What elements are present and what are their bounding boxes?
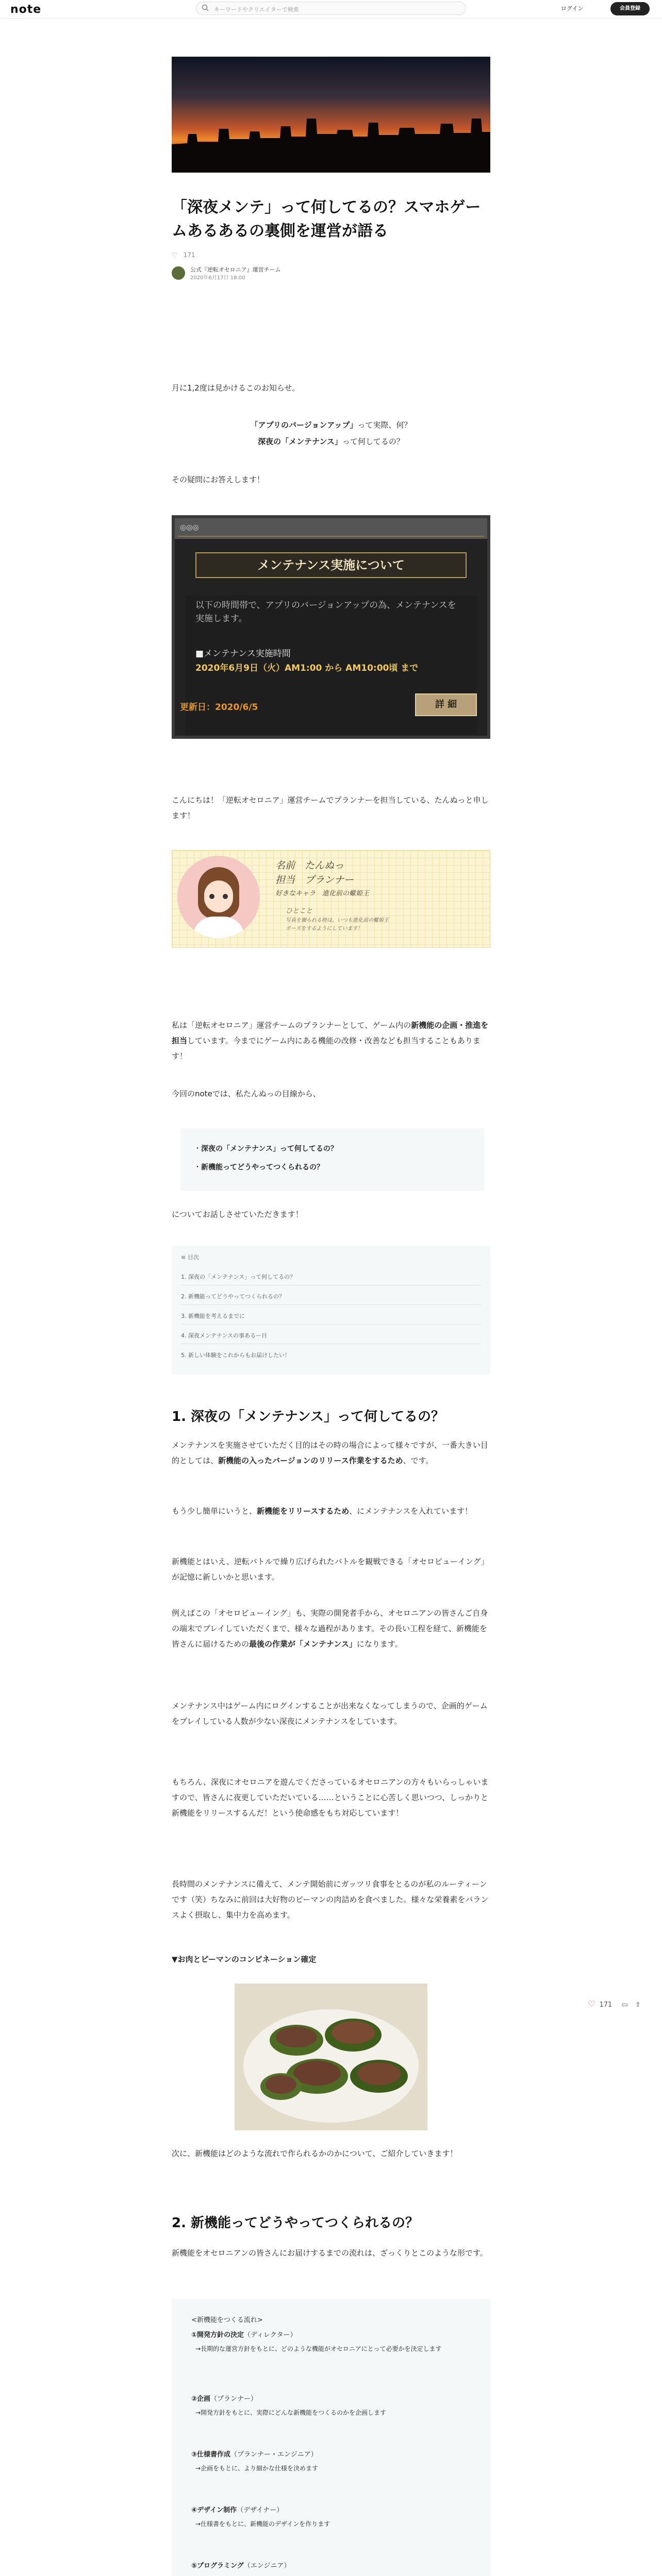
section-2-heading: 2. 新機能ってどうやってつくられるの？ (172, 2215, 419, 2231)
author-date: 2020年6月17日 18:00 (190, 275, 245, 281)
notice-detail-button: 詳 細 (415, 693, 477, 716)
flow-box (172, 2299, 490, 2576)
toc-item[interactable]: 3. 新機能を考えるまでに (181, 1312, 481, 1325)
list-item: ・深夜の「メンテナンス」って何してるの？ (194, 1145, 338, 1153)
flow-step: ⑤プログラミング（エンジニア） (191, 2562, 291, 2570)
author-info (172, 265, 490, 281)
section-1-paragraph: 長時間のメンテナンスに備えて、メンテ開始前にガッツリ食事をとるのが私のルーティーンです（笑）ちなみに前回は大好物のピーマンの肉詰めを食べました。様々な栄養素をバランスよく摂取し、集中力を高めます。 (172, 1879, 489, 1920)
food-photo (235, 1984, 427, 2130)
section-2-paragraph: 新機能をオセロニアンの皆さんにお届けするまでの流れは、ざっくりとこのような形です。 (172, 2248, 488, 2258)
card-comment-title: ひとこと (286, 907, 313, 915)
toc-item[interactable]: 5. 新しい体験をこれからもお届けしたい！ (181, 1352, 290, 1359)
hero-image (172, 57, 490, 173)
toc-title[interactable]: ≡ 目次 (181, 1254, 199, 1261)
toc-item[interactable]: 2. 新機能ってどうやってつくられるの？ (181, 1292, 481, 1305)
intro-text: についてお話しさせていただきます！ (172, 1210, 303, 1219)
section-1-paragraph: 次に、新機能はどのような流れで作られるかのかについて、ご紹介していきます！ (172, 2149, 458, 2158)
flow-step: ④デザイン制作（デザイナー） →仕様書をもとに、新機能のデザインを作ります (191, 2506, 330, 2528)
header (0, 0, 662, 19)
section-1-heading: 1. 深夜の「メンテナンス」って何してるの？ (172, 1409, 444, 1425)
intro-quote-2: 深夜の「メンテナンス」って何してるの？ (258, 437, 404, 446)
intro-quote-1: 「アプリのバージョンアップ」って実際、何？ (250, 420, 412, 430)
table-of-contents (172, 1246, 490, 1375)
heart-icon[interactable]: ♡ (588, 1999, 595, 2009)
login-link[interactable]: ログイン (561, 5, 584, 12)
like-count[interactable]: ♡ 171 (172, 251, 195, 259)
profile-avatar (177, 856, 260, 938)
side-like-count: 171 (599, 2001, 613, 2009)
intro-paragraph: 私は「逆転オセロニア」運営チームのプランナーとして、ゲーム内の新機能の企画・推進を担当しています。今までにゲーム内にある機能の改修・改善なども担当することもあります！ (172, 1021, 489, 1061)
maintenance-notice-image: ◎◎◎ メンテナンス実施について 以下の時間帯で、アプリのバージョンアップの為、メンテナンスを実施します。 ■メンテナンス実施時間 2020年6月9日（火）AM1:00 から AM10:00頃 まで 更新日：2020/6/5 詳 細 (172, 515, 490, 739)
author-avatar[interactable] (172, 266, 185, 280)
comment-icon[interactable]: ▭ (621, 2001, 628, 2009)
photo-caption: ▼お肉とピーマンのコンビネーション確定 (172, 1955, 317, 1964)
notice-time: 2020年6月9日（火）AM1:00 から AM10:00頃 まで (195, 663, 419, 673)
toc-item[interactable]: 1. 深夜の「メンテナンス」って何してるの？ (181, 1273, 481, 1285)
card-role: 担当 プランナー (275, 874, 354, 886)
author-name[interactable]: 公式『逆転オセロニア』運営チーム (190, 266, 281, 273)
greeting: こんにちは！「逆転オセロニア」運営チームでプランナーを担当している、たんぬっと申します！ (172, 795, 489, 820)
intro-text: 今回のnoteでは、私たんぬっの目線から、 (172, 1089, 321, 1098)
card-name: 名前 たんぬっ (275, 860, 344, 871)
notice-updated: 更新日：2020/6/5 (180, 702, 258, 713)
notice-heading: ■メンテナンス実施時間 (195, 649, 291, 659)
note-logo[interactable]: note (10, 3, 42, 16)
highlight-box (180, 1128, 485, 1191)
list-item: ・新機能ってどうやってつくられるの？ (194, 1163, 324, 1172)
profile-card-image (172, 850, 490, 948)
card-fav: 好きなキャラ 進化前の蠍姫王 (275, 890, 370, 897)
flow-title: <新機能をつくる流れ> (191, 2316, 263, 2324)
list-icon: ≡ (181, 1254, 188, 1261)
section-1-paragraph: 例えばこの「オセロビューイング」も、実際の開発者手から、オセロニアンの皆さんご自身の端末でプレイしていただくまで、様々な過程があります。その長い工程を経て、新機能を皆さんに届けるための最後の作業が「メンテナンス」になります。 (172, 1608, 488, 1649)
flow-step: ①開発方針の決定（ディレクター） →長期的な運営方針をもとに、どのような機能がオセロニアにとって必要かを決定します (191, 2331, 442, 2352)
intro-text: その疑問にお答えします！ (172, 475, 265, 484)
intro-text: 月に1,2度は見かけるこのお知らせ。 (172, 383, 300, 393)
heart-icon[interactable]: ♡ (172, 251, 177, 259)
card-comment: 写真を撮られる時は、いつも進化前の蠍姫王ポーズをするようにしています！ (286, 918, 389, 931)
toc-item[interactable]: 4. 深夜メンテナンスの事あるー日 (181, 1331, 481, 1344)
search-icon (202, 4, 209, 11)
section-1-paragraph: メンテナンス中はゲーム内にログインすることが出来なくなってしまうので、企画的ゲームをプレイしている人数が少ない深夜にメンテナンスをしています。 (172, 1701, 488, 1726)
search-input[interactable] (196, 2, 466, 15)
share-icon[interactable]: ⇪ (635, 2001, 641, 2009)
notice-body: 以下の時間帯で、アプリのバージョンアップの為、メンテナンスを実施します。 (195, 600, 456, 624)
flow-step: ③仕様書作成（プランナー・エンジニア） →企画をもとに、より細かな仕様を決めます (191, 2451, 319, 2472)
floating-actions (588, 1999, 641, 2009)
section-1-paragraph: 新機能とはいえ、逆転バトルで繰り広げられたバトルを観戦できる「オセロビューイング」が記憶に新しいかと思います。 (172, 1557, 489, 1582)
section-1-paragraph: もちろん、深夜にオセロニアを遊んでくださっているオセロニアンの方々もいらっしゃいますので、皆さんに夜更していただいている……ということに心苦しく思いつつ、しっかりと新機能をリリースするんだ！という使命感をもち対応しています！ (172, 1777, 489, 1818)
search-placeholder: キーワードやクリエイターで検索 (214, 6, 299, 13)
register-button[interactable]: 会員登録 (610, 2, 650, 15)
section-1-paragraph: もう少し簡単にいうと、新機能をリリースするため、にメンテナンスを入れています！ (172, 1506, 473, 1516)
section-1-paragraph: メンテナンスを実施させていただく目的はその時の場合によって様々ですが、一番大きい目的としては、新機能の入ったバージョンのリリース作業をするため、です。 (172, 1440, 488, 1465)
flow-step: ②企画（プランナー） →開発方針をもとに、実際にどんな新機能をつくるのかを企画します (191, 2395, 387, 2416)
article-title: 「深夜メンテ」って何してるの？スマホゲームあるあるの裏側を運営が語る (172, 198, 481, 240)
notice-title: メンテナンス実施について (195, 552, 467, 578)
